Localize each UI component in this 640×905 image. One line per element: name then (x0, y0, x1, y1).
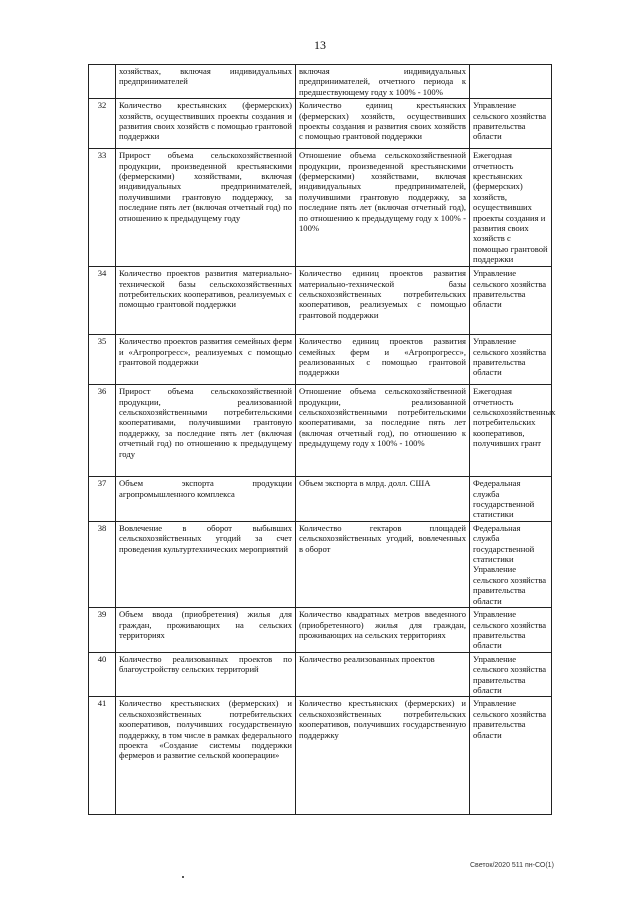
calculation-method: Объем экспорта в млрд. долл. США (299, 478, 431, 489)
indicator-name-cell (116, 385, 296, 477)
calculation-method-cell (296, 477, 470, 522)
calculation-method: включая индивидуальных предпринимателей, отчетного периода к предшествующему году х 100% - 100% (299, 66, 466, 97)
indicator-name-cell (116, 477, 296, 522)
row-number-cell (89, 267, 116, 335)
table-row (89, 149, 552, 267)
calculation-method: Количество единиц проектов развития семейных ферм и «Агропрогресс», реализованных с помощью грантовой поддержки (299, 336, 466, 378)
data-source: Федеральная служба государственной статистики Управление сельского хозяйства правительства области (473, 522, 547, 606)
table-row (89, 65, 552, 99)
calculation-method: Количество крестьянских (фермерских) и сельскохозяйственных потребительских кооперативов, получивших государственную поддержку (299, 698, 466, 740)
data-source-cell (470, 149, 552, 267)
calculation-method-cell (296, 99, 470, 149)
calculation-method-cell (296, 608, 470, 653)
data-source-cell (470, 697, 552, 815)
row-number-cell (89, 335, 116, 385)
table-row (89, 521, 552, 607)
indicators-table (88, 64, 556, 815)
data-source: Управление сельского хозяйства правительства области (473, 653, 547, 695)
indicator-name-cell (116, 99, 296, 149)
indicator-name-cell (116, 697, 296, 815)
row-number: 39 (97, 609, 107, 620)
data-source-cell (470, 652, 552, 697)
indicators-table-body (89, 65, 556, 815)
row-number: 41 (97, 698, 107, 709)
table-row (89, 608, 552, 653)
indicator-name: Вовлечение в оборот выбывших сельскохозяйственных угодий за счет проведения культуртехнических мероприятий (119, 522, 292, 554)
calculation-method-cell (296, 267, 470, 335)
indicator-name: Прирост объема сельскохозяйственной продукции, реализованной сельскохозяйственными потребительскими кооперативами, получившими грантовую поддержку, за последние пять лет (включая отчетный год) по отношению к предыдущему году (119, 386, 292, 459)
row-number: 38 (97, 522, 107, 533)
data-source-cell (470, 335, 552, 385)
page-number: 13 (314, 38, 326, 52)
table-row (89, 477, 552, 522)
data-source: Федеральная служба государственной статистики (473, 478, 535, 520)
calculation-method: Отношение объема сельскохозяйственной продукции, произведенной крестьянскими (фермерскими) хозяйствами, включая индивидуальных предпринимателей, получившими грантовую поддержку, за последние пять лет (включая отчетный год), по отношению к предыдущему году х 100% - 100% (299, 150, 466, 234)
table-row (89, 335, 552, 385)
row-number-cell (89, 521, 116, 607)
row-number-cell (89, 477, 116, 522)
row-number: 37 (97, 478, 107, 489)
scan-dot (182, 876, 184, 878)
data-source: Управление сельского хозяйства правительства области (473, 336, 547, 378)
row-number: 32 (97, 100, 107, 111)
row-number-cell (89, 149, 116, 267)
table-row (89, 652, 552, 697)
row-number-cell (89, 385, 116, 477)
row-number: 34 (97, 268, 107, 279)
data-source-cell (470, 267, 552, 335)
calculation-method-cell (296, 697, 470, 815)
row-number-cell (89, 608, 116, 653)
indicator-name-cell (116, 149, 296, 267)
calculation-method: Количество реализованных проектов (299, 653, 435, 664)
table-row (89, 99, 552, 149)
data-source-cell (470, 521, 552, 607)
indicator-name: Количество крестьянских (фермерских) хозяйств, осуществивших проекты создания и развития своих хозяйств с помощью грантовой поддержки (119, 100, 292, 142)
calculation-method: Количество единиц проектов развития материально-технической базы сельскохозяйственных потребительских кооперативов, реализуемых с помощью грантовой поддержки (299, 268, 466, 320)
indicator-name-cell (116, 267, 296, 335)
indicator-name-cell (116, 652, 296, 697)
data-source: Ежегодная отчетность крестьянских (фермерских) хозяйств, осуществивших проекты создания и развития своих хозяйств с помощью грантовой поддержки (473, 150, 548, 265)
calculation-method-cell (296, 385, 470, 477)
data-source: Управление сельского хозяйства правительства области (473, 698, 547, 740)
data-source: Управление сельского хозяйства правительства области (473, 268, 547, 310)
indicator-name: Количество проектов развития семейных ферм и «Агропрогресс», реализуемых с помощью грантовой поддержки (119, 336, 292, 368)
data-source: Управление сельского хозяйства правительства области (473, 100, 547, 142)
calculation-method: Количество гектаров площадей сельскохозяйственных угодий, вовлеченных в оборот (299, 522, 466, 554)
indicator-name-cell (116, 65, 296, 99)
indicator-name: Количество проектов развития материально-технической базы сельскохозяйственных потребительских кооперативов, реализуемых с помощью грантовой поддержки (119, 268, 292, 310)
row-number-cell (89, 65, 116, 99)
data-source-cell (470, 477, 552, 522)
calculation-method: Количество единиц крестьянских (фермерских) хозяйств, осуществивших проекты создания и развития своих хозяйств с помощью грантовой поддержки (299, 100, 466, 142)
indicator-name: хозяйствах, включая индивидуальных предпринимателей (119, 66, 292, 87)
data-source-cell (470, 385, 556, 477)
row-number: 40 (97, 653, 107, 664)
calculation-method-cell (296, 652, 470, 697)
calculation-method-cell (296, 521, 470, 607)
data-source: Ежегодная отчетность сельскохозяйственных потребительских кооперативов, получивших грант (473, 386, 556, 449)
data-source-cell (470, 608, 552, 653)
indicator-name-cell (116, 335, 296, 385)
row-number: 35 (97, 336, 107, 347)
row-number-cell (89, 99, 116, 149)
calculation-method-cell (296, 149, 470, 267)
calculation-method: Количество квадратных метров введенного (приобретенного) жилья для граждан, проживающих на сельских территориях (299, 609, 466, 640)
data-source: Управление сельского хозяйства правительства области (473, 609, 547, 651)
indicator-name: Объем ввода (приобретения) жилья для граждан, проживающих на сельских территориях (119, 609, 292, 640)
indicator-name: Прирост объема сельскохозяйственной продукции, произведенной крестьянскими (фермерскими) хозяйствами, включая индивидуальных предпринимателей, получившими грантовую поддержку, за последние пять лет (включая отчетный год) по отношению к предыдущему году (119, 150, 292, 223)
indicator-name: Количество реализованных проектов по благоустройству сельских территорий (119, 653, 292, 675)
calculation-method: Отношение объема сельскохозяйственной продукции, реализованной сельскохозяйственными потребительскими кооперативами, за последние пять лет (включая отчетный год), по отношению к предыдущему году х 100% - 100% (299, 386, 466, 449)
indicator-name: Количество крестьянских (фермерских) и сельскохозяйственных потребительских кооперативов, получивших государственную поддержку, в том числе в рамках федерального проекта «Создание системы поддержки фермеров и развитие сельской кооперации» (119, 698, 292, 761)
row-number-cell (89, 697, 116, 815)
table-row (89, 267, 552, 335)
data-source-cell (470, 99, 552, 149)
row-number-cell (89, 652, 116, 697)
footer-code: Cветок/2020 511 пн-СО(1) (470, 862, 554, 869)
indicator-name-cell (116, 521, 296, 607)
data-source-cell (470, 65, 552, 99)
indicator-name-cell (116, 608, 296, 653)
calculation-method-cell (296, 335, 470, 385)
table-row (89, 697, 552, 815)
calculation-method-cell (296, 65, 470, 99)
table-row (89, 385, 552, 477)
row-number: 36 (97, 386, 107, 397)
row-number: 33 (97, 150, 107, 161)
indicator-name: Объем экспорта продукции агропромышленного комплекса (119, 478, 292, 499)
